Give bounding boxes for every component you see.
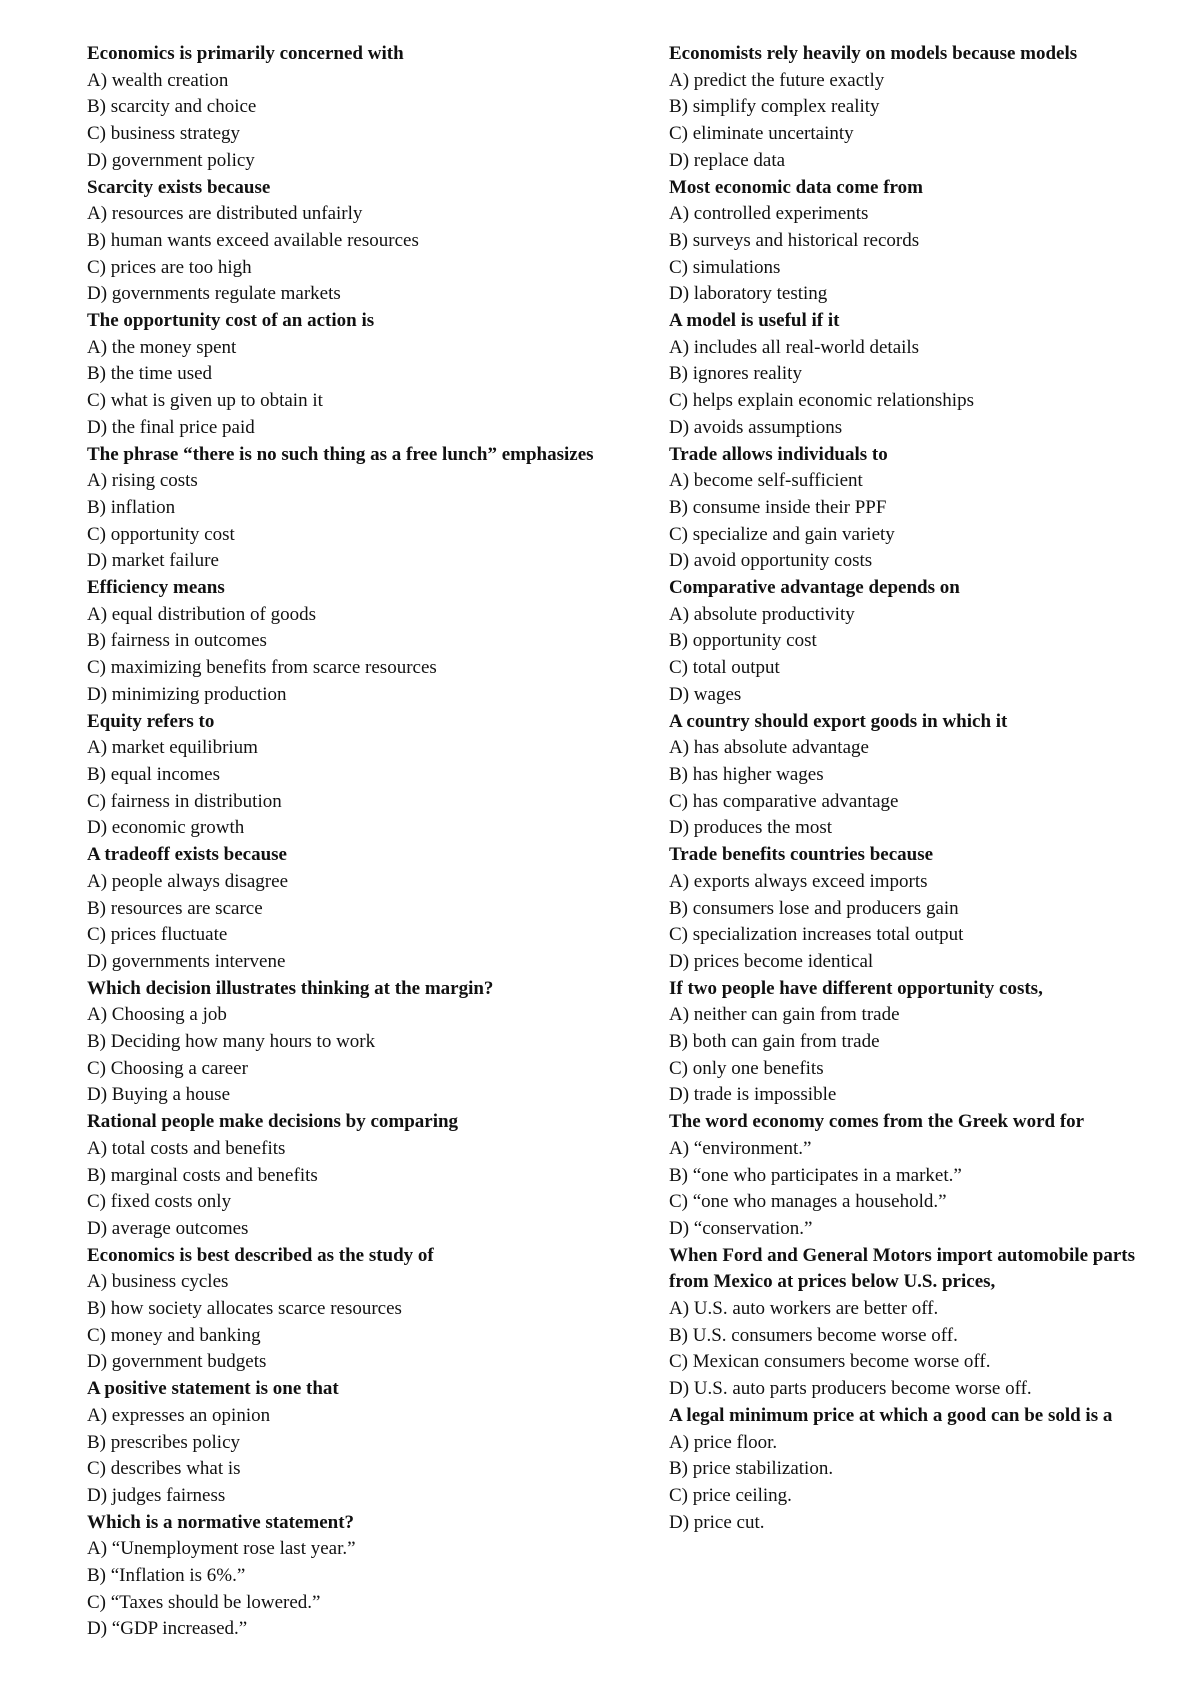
answer-option: B) consumers lose and producers gain (669, 897, 959, 919)
answer-option: A) “environment.” (669, 1137, 812, 1159)
answer-option: C) prices fluctuate (87, 924, 228, 946)
question-stem: A tradeoff exists because (87, 844, 287, 866)
question-block (669, 1243, 1139, 1403)
answer-option: B) “one who participates in a market.” (669, 1164, 962, 1186)
answer-option: D) produces the most (669, 817, 833, 839)
answer-option: B) scarcity and choice (87, 96, 257, 118)
question-stem: Which is a normative statement? (87, 1511, 355, 1533)
answer-option: D) replace data (669, 149, 786, 171)
answer-option: D) government policy (87, 149, 255, 171)
answer-option: D) governments regulate markets (87, 283, 341, 305)
question-block (87, 842, 607, 976)
question-stem: The opportunity cost of an action is (87, 310, 375, 332)
answer-option: B) simplify complex reality (669, 96, 880, 118)
answer-option: C) opportunity cost (87, 523, 235, 545)
question-stem: Trade benefits countries because (669, 844, 934, 866)
answer-option: B) U.S. consumers become worse off. (669, 1324, 958, 1346)
answer-option: B) surveys and historical records (669, 229, 920, 251)
question-block (87, 575, 607, 709)
answer-option: D) prices become identical (669, 950, 874, 972)
answer-option: D) price cut. (669, 1511, 765, 1533)
answer-option: B) equal incomes (87, 763, 220, 785)
answer-option: A) “Unemployment rose last year.” (87, 1538, 356, 1560)
answer-option: C) prices are too high (87, 256, 252, 278)
question-stem: Economics is primarily concerned with (87, 43, 404, 64)
question-block (87, 175, 607, 309)
answer-option: A) Choosing a job (87, 1004, 227, 1026)
question-block (669, 842, 1139, 976)
answer-option: C) describes what is (87, 1458, 241, 1480)
answer-option: D) Buying a house (87, 1084, 231, 1106)
question-block (669, 1403, 1139, 1537)
answer-option: D) laboratory testing (669, 283, 828, 305)
question-stem: When Ford and General Motors import automobile parts from Mexico at prices below U.S. prices, (669, 1244, 1136, 1293)
answer-option: A) become self-sufficient (669, 470, 863, 492)
answer-option: A) has absolute advantage (669, 737, 869, 759)
answer-option: A) rising costs (87, 470, 198, 492)
answer-option: C) total output (669, 657, 780, 679)
answer-option: C) what is given up to obtain it (87, 390, 323, 412)
answer-option: B) how society allocates scarce resources (87, 1298, 402, 1320)
question-stem: If two people have different opportunity costs, (669, 977, 1043, 999)
answer-option: A) includes all real-world details (669, 336, 920, 358)
question-block (669, 575, 1139, 709)
answer-option: A) total costs and benefits (87, 1137, 286, 1159)
answer-option: D) economic growth (87, 817, 245, 839)
question-block (87, 1243, 607, 1377)
answer-option: A) predict the future exactly (669, 69, 885, 91)
answer-option: A) business cycles (87, 1271, 229, 1293)
answer-option: C) only one benefits (669, 1057, 824, 1079)
answer-option: D) minimizing production (87, 683, 287, 705)
answer-option: A) price floor. (669, 1431, 778, 1453)
question-block (87, 1376, 607, 1510)
question-block (87, 41, 607, 175)
answer-option: B) fairness in outcomes (87, 630, 267, 652)
answer-option: D) “conservation.” (669, 1217, 813, 1239)
answer-option: A) wealth creation (87, 69, 229, 91)
answer-option: D) average outcomes (87, 1217, 249, 1239)
answer-option: C) business strategy (87, 123, 241, 145)
question-block (669, 709, 1139, 843)
answer-option: C) money and banking (87, 1324, 261, 1346)
answer-option: C) specialize and gain variety (669, 523, 895, 545)
answer-option: A) absolute productivity (669, 603, 855, 625)
answer-option: B) both can gain from trade (669, 1031, 880, 1053)
answer-option: B) ignores reality (669, 363, 802, 385)
answer-option: C) price ceiling. (669, 1484, 792, 1506)
left-column (87, 41, 607, 1643)
question-stem: Most economic data come from (669, 176, 923, 198)
question-block (87, 1109, 607, 1243)
answer-option: C) helps explain economic relationships (669, 390, 974, 412)
question-stem: A legal minimum price at which a good can be sold is a (669, 1404, 1113, 1426)
question-stem: Economists rely heavily on models because models (669, 43, 1078, 64)
question-block (669, 1109, 1139, 1243)
question-block (669, 976, 1139, 1110)
answer-option: C) maximizing benefits from scarce resources (87, 657, 437, 679)
answer-option: A) resources are distributed unfairly (87, 203, 363, 225)
question-stem: The phrase “there is no such thing as a free lunch” emphasizes (87, 443, 594, 465)
answer-option: A) expresses an opinion (87, 1404, 271, 1426)
answer-option: D) market failure (87, 550, 219, 572)
answer-option: A) exports always exceed imports (669, 870, 928, 892)
answer-option: B) price stabilization. (669, 1458, 834, 1480)
question-block (87, 308, 607, 442)
answer-option: A) market equilibrium (87, 737, 258, 759)
answer-option: C) specialization increases total output (669, 924, 964, 946)
question-block (669, 308, 1139, 442)
question-stem: Economics is best described as the study of (87, 1244, 434, 1266)
answer-option: A) people always disagree (87, 870, 289, 892)
answer-option: D) trade is impossible (669, 1084, 837, 1106)
answer-option: C) fairness in distribution (87, 790, 282, 812)
answer-option: C) eliminate uncertainty (669, 123, 854, 145)
answer-option: D) the final price paid (87, 416, 255, 438)
answer-option: A) controlled experiments (669, 203, 869, 225)
question-stem: Trade allows individuals to (669, 443, 888, 465)
question-stem: Which decision illustrates thinking at the margin? (87, 977, 494, 999)
answer-option: C) has comparative advantage (669, 790, 899, 812)
answer-option: C) “Taxes should be lowered.” (87, 1591, 321, 1613)
question-block (87, 976, 607, 1110)
question-block (87, 442, 607, 576)
answer-option: A) the money spent (87, 336, 237, 358)
answer-option: B) marginal costs and benefits (87, 1164, 318, 1186)
answer-option: D) government budgets (87, 1351, 267, 1373)
answer-option: B) “Inflation is 6%.” (87, 1565, 246, 1587)
answer-option: B) resources are scarce (87, 897, 263, 919)
question-stem: The word economy comes from the Greek word for (669, 1111, 1085, 1133)
answer-option: A) equal distribution of goods (87, 603, 317, 625)
answer-option: D) “GDP increased.” (87, 1618, 248, 1640)
question-stem: Scarcity exists because (87, 176, 271, 198)
answer-option: B) human wants exceed available resources (87, 229, 419, 251)
answer-option: D) wages (669, 683, 742, 705)
question-block (87, 1510, 607, 1644)
answer-option: B) opportunity cost (669, 630, 817, 652)
answer-option: D) avoid opportunity costs (669, 550, 873, 572)
question-stem: Comparative advantage depends on (669, 577, 960, 599)
answer-option: B) prescribes policy (87, 1431, 241, 1453)
answer-option: D) judges fairness (87, 1484, 226, 1506)
answer-option: D) avoids assumptions (669, 416, 843, 438)
answer-option: A) neither can gain from trade (669, 1004, 900, 1026)
answer-option: C) Choosing a career (87, 1057, 248, 1079)
question-stem: A model is useful if it (669, 310, 840, 332)
answer-option: B) has higher wages (669, 763, 824, 785)
question-block (669, 41, 1139, 175)
question-stem: Equity refers to (87, 710, 215, 732)
answer-option: C) Mexican consumers become worse off. (669, 1351, 991, 1373)
question-block (87, 709, 607, 843)
answer-option: C) “one who manages a household.” (669, 1191, 947, 1213)
answer-option: B) inflation (87, 496, 176, 518)
answer-option: D) governments intervene (87, 950, 286, 972)
answer-option: B) consume inside their PPF (669, 496, 887, 518)
question-stem: Efficiency means (87, 577, 225, 599)
question-stem: A positive statement is one that (87, 1378, 339, 1400)
answer-option: A) U.S. auto workers are better off. (669, 1298, 939, 1320)
question-block (669, 175, 1139, 309)
answer-option: C) simulations (669, 256, 781, 278)
right-column (669, 41, 1139, 1536)
question-stem: A country should export goods in which it (669, 710, 1008, 732)
answer-option: B) the time used (87, 363, 213, 385)
question-stem: Rational people make decisions by comparing (87, 1111, 459, 1133)
answer-option: D) U.S. auto parts producers become worse off. (669, 1378, 1032, 1400)
answer-option: C) fixed costs only (87, 1191, 232, 1213)
question-block (669, 442, 1139, 576)
answer-option: B) Deciding how many hours to work (87, 1031, 376, 1053)
